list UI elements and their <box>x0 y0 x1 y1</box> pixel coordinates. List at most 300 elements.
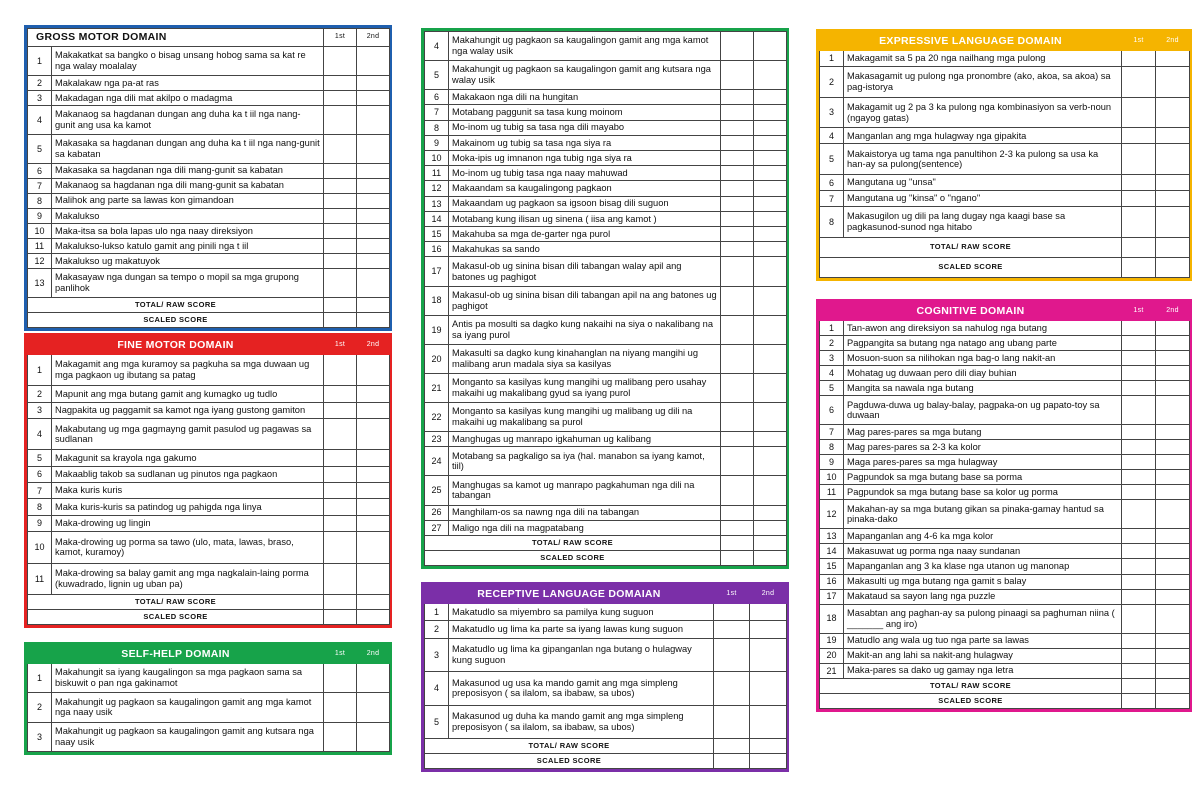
item-description: Mangutana ug "unsa" <box>844 175 1122 191</box>
item-description: Mapunit ang mga butang gamit ang kumagko ug tudlo <box>52 386 324 402</box>
item-number: 21 <box>425 373 449 402</box>
score-cell-trial-1[interactable] <box>324 193 357 208</box>
item-number: 6 <box>820 396 844 425</box>
score-cell-trial-2[interactable] <box>754 315 787 344</box>
score-cell-trial-1[interactable] <box>721 286 754 315</box>
item-row <box>425 105 787 120</box>
score-cell-trial-1[interactable] <box>721 536 754 551</box>
score-cell-trial-1[interactable] <box>1122 128 1156 144</box>
item-number: 19 <box>425 315 449 344</box>
score-cell-trial-1[interactable] <box>324 178 357 193</box>
total-raw-score-row <box>820 679 1190 694</box>
score-cell-trial-1[interactable] <box>1122 351 1156 366</box>
score-cell-trial-2[interactable] <box>1156 238 1190 258</box>
score-cell-trial-1[interactable] <box>714 739 750 754</box>
score-cell-trial-1[interactable] <box>1122 544 1156 559</box>
score-cell-trial-1[interactable] <box>721 135 754 150</box>
total-raw-score-label: TOTAL/ RAW SCORE <box>28 298 324 313</box>
item-number: 1 <box>820 321 844 336</box>
score-cell-trial-2[interactable] <box>357 402 390 418</box>
score-cell-trial-1[interactable] <box>324 355 357 386</box>
score-cell-trial-2[interactable] <box>1156 396 1190 425</box>
score-cell-trial-1[interactable] <box>1122 51 1156 67</box>
score-cell-trial-2[interactable] <box>754 135 787 150</box>
score-cell-trial-2[interactable] <box>1156 500 1190 529</box>
score-cell-trial-1[interactable] <box>1122 366 1156 381</box>
score-cell-trial-2[interactable] <box>357 355 390 386</box>
score-cell-trial-2[interactable] <box>750 672 787 705</box>
score-cell-trial-1[interactable] <box>1122 440 1156 455</box>
item-description: Makanaog sa hagdanan dungan ang duha ka t iil nga nang-gunit ang usa ka kamot <box>52 105 324 134</box>
score-cell-trial-1[interactable] <box>721 403 754 432</box>
item-number: 7 <box>425 105 449 120</box>
item-description: Motabang paggunit sa tasa kung moinom <box>449 105 721 120</box>
item-row <box>820 144 1190 175</box>
total-raw-score-row <box>28 595 390 610</box>
score-cell-trial-1[interactable] <box>324 298 357 313</box>
score-cell-trial-1[interactable] <box>1122 648 1156 663</box>
score-cell-trial-1[interactable] <box>1122 425 1156 440</box>
score-cell-trial-2[interactable] <box>754 551 787 566</box>
score-cell-trial-1[interactable] <box>721 476 754 505</box>
score-cell-trial-1[interactable] <box>721 227 754 242</box>
score-cell-trial-2[interactable] <box>357 75 390 90</box>
score-cell-trial-1[interactable] <box>721 90 754 105</box>
score-cell-trial-2[interactable] <box>754 432 787 447</box>
score-cell-trial-2[interactable] <box>754 227 787 242</box>
score-cell-trial-1[interactable] <box>714 754 750 769</box>
item-number: 6 <box>28 163 52 178</box>
score-cell-trial-2[interactable] <box>754 242 787 257</box>
item-row <box>425 211 787 226</box>
score-cell-trial-1[interactable] <box>324 419 357 450</box>
item-row <box>425 432 787 447</box>
item-number: 11 <box>820 485 844 500</box>
item-description: Antis pa mosulti sa dagko kung nakaihi na siya o nakalibang na sa iyang purol <box>449 315 721 344</box>
score-cell-trial-2[interactable] <box>1156 97 1190 128</box>
score-cell-trial-1[interactable] <box>324 402 357 418</box>
score-cell-trial-2[interactable] <box>754 447 787 476</box>
score-cell-trial-2[interactable] <box>357 313 390 328</box>
score-cell-trial-1[interactable] <box>1122 258 1156 278</box>
score-cell-trial-2[interactable] <box>1156 336 1190 351</box>
item-row <box>820 381 1190 396</box>
domain-header-row <box>28 337 390 355</box>
item-row <box>28 664 390 693</box>
item-description: Nagpakita ug paggamit sa kamot nga iyang gustong gamiton <box>52 402 324 418</box>
score-cell-trial-2[interactable] <box>750 638 787 671</box>
score-cell-trial-2[interactable] <box>357 238 390 253</box>
gross-motor-domain-table <box>24 25 392 331</box>
score-cell-trial-1[interactable] <box>324 47 357 76</box>
item-row <box>28 47 390 76</box>
score-cell-trial-1[interactable] <box>1122 633 1156 648</box>
score-cell-trial-1[interactable] <box>324 450 357 466</box>
score-cell-trial-2[interactable] <box>1156 529 1190 544</box>
score-cell-trial-1[interactable] <box>1122 529 1156 544</box>
score-cell-trial-1[interactable] <box>324 515 357 531</box>
score-cell-trial-1[interactable] <box>1122 336 1156 351</box>
score-cell-trial-2[interactable] <box>750 739 787 754</box>
score-cell-trial-1[interactable] <box>721 505 754 520</box>
domain-grid <box>27 28 390 328</box>
score-cell-trial-1[interactable] <box>1122 381 1156 396</box>
score-cell-trial-1[interactable] <box>324 208 357 223</box>
score-cell-trial-2[interactable] <box>754 476 787 505</box>
score-cell-trial-1[interactable] <box>324 595 357 610</box>
score-cell-trial-1[interactable] <box>714 604 750 621</box>
score-cell-trial-1[interactable] <box>324 610 357 625</box>
item-number: 13 <box>28 269 52 298</box>
score-cell-trial-2[interactable] <box>1156 351 1190 366</box>
score-cell-trial-1[interactable] <box>324 664 357 693</box>
score-cell-trial-2[interactable] <box>357 298 390 313</box>
trial-2-header: 2nd <box>357 646 390 664</box>
score-cell-trial-2[interactable] <box>754 211 787 226</box>
item-row <box>28 90 390 105</box>
item-row <box>820 351 1190 366</box>
score-cell-trial-1[interactable] <box>324 134 357 163</box>
score-cell-trial-2[interactable] <box>1156 321 1190 336</box>
score-cell-trial-1[interactable] <box>1122 485 1156 500</box>
item-row <box>425 196 787 211</box>
item-row <box>28 254 390 269</box>
score-cell-trial-1[interactable] <box>1122 207 1156 238</box>
score-cell-trial-2[interactable] <box>754 536 787 551</box>
item-number: 4 <box>820 128 844 144</box>
item-description: Maga pares-pares sa mga hulagway <box>844 455 1122 470</box>
item-description: Makatudlo ug lima ka gipanganlan nga butang o hulagway kung suguon <box>449 638 714 671</box>
item-description: Makasul-ob ug sinina bisan dili tabangan apil na ang batones ug paghigot <box>449 286 721 315</box>
score-cell-trial-1[interactable] <box>324 693 357 722</box>
scaled-score-row <box>425 754 787 769</box>
score-cell-trial-2[interactable] <box>1156 128 1190 144</box>
item-description: Maka kuris kuris <box>52 483 324 499</box>
score-cell-trial-2[interactable] <box>357 722 390 751</box>
score-cell-trial-1[interactable] <box>721 120 754 135</box>
score-cell-trial-2[interactable] <box>357 223 390 238</box>
score-cell-trial-2[interactable] <box>357 595 390 610</box>
item-description: Makahan-ay sa mga butang gikan sa pinaka-gamay hantud sa pinaka-dako <box>844 500 1122 529</box>
item-description: Makaistorya ug tama nga panultihon 2-3 ka pulong sa usa ka han-ay sa pulong(sentence) <box>844 144 1122 175</box>
score-cell-trial-2[interactable] <box>754 166 787 181</box>
score-cell-trial-2[interactable] <box>357 105 390 134</box>
score-cell-trial-2[interactable] <box>1156 67 1190 98</box>
score-cell-trial-1[interactable] <box>1122 694 1156 709</box>
scaled-score-label: SCALED SCORE <box>425 551 721 566</box>
score-cell-trial-1[interactable] <box>324 254 357 269</box>
score-cell-trial-2[interactable] <box>1156 648 1190 663</box>
score-cell-trial-2[interactable] <box>1156 207 1190 238</box>
score-cell-trial-2[interactable] <box>1156 440 1190 455</box>
score-cell-trial-2[interactable] <box>1156 51 1190 67</box>
item-description: Makasuwat ug porma nga naay sundanan <box>844 544 1122 559</box>
score-cell-trial-2[interactable] <box>357 466 390 482</box>
score-cell-trial-1[interactable] <box>1122 67 1156 98</box>
item-number: 2 <box>28 75 52 90</box>
score-cell-trial-2[interactable] <box>754 105 787 120</box>
score-cell-trial-2[interactable] <box>1156 455 1190 470</box>
item-number: 3 <box>425 638 449 671</box>
item-description: Mapanganlan ang 3 ka klase nga utanon ug manonap <box>844 559 1122 574</box>
score-cell-trial-1[interactable] <box>714 705 750 738</box>
item-number: 16 <box>820 574 844 589</box>
score-cell-trial-2[interactable] <box>1156 144 1190 175</box>
score-cell-trial-2[interactable] <box>754 286 787 315</box>
score-cell-trial-1[interactable] <box>324 532 357 563</box>
score-cell-trial-1[interactable] <box>324 386 357 402</box>
score-cell-trial-1[interactable] <box>324 269 357 298</box>
item-number: 9 <box>820 455 844 470</box>
item-description: Makasunod ug duha ka mando gamit ang mga simpleng preposisyon ( sa ilalom, sa ibabaw, sa ubos) <box>449 705 714 738</box>
score-cell-trial-1[interactable] <box>1122 679 1156 694</box>
score-cell-trial-2[interactable] <box>1156 485 1190 500</box>
score-cell-trial-1[interactable] <box>721 32 754 61</box>
trial-2-header: 2nd <box>1156 33 1190 51</box>
domain-header-row <box>820 33 1190 51</box>
score-cell-trial-2[interactable] <box>754 505 787 520</box>
item-row <box>820 191 1190 207</box>
score-cell-trial-2[interactable] <box>1156 191 1190 207</box>
total-raw-score-label: TOTAL/ RAW SCORE <box>28 595 324 610</box>
score-cell-trial-1[interactable] <box>1122 175 1156 191</box>
score-cell-trial-1[interactable] <box>721 211 754 226</box>
score-cell-trial-1[interactable] <box>721 315 754 344</box>
score-cell-trial-2[interactable] <box>754 520 787 535</box>
score-cell-trial-1[interactable] <box>721 196 754 211</box>
item-number: 3 <box>28 402 52 418</box>
score-cell-trial-2[interactable] <box>357 563 390 594</box>
item-description: Makasugilon ug dili pa lang dugay nga kaagi base sa pagkasunod-sunod nga hitabo <box>844 207 1122 238</box>
trial-2-header: 2nd <box>750 586 787 604</box>
domain-grid <box>819 302 1190 709</box>
item-row <box>820 440 1190 455</box>
score-cell-trial-1[interactable] <box>324 223 357 238</box>
score-cell-trial-2[interactable] <box>357 693 390 722</box>
score-cell-trial-2[interactable] <box>1156 633 1190 648</box>
score-cell-trial-2[interactable] <box>1156 544 1190 559</box>
item-row <box>28 238 390 253</box>
score-cell-trial-2[interactable] <box>357 419 390 450</box>
score-cell-trial-1[interactable] <box>324 313 357 328</box>
item-number: 3 <box>820 351 844 366</box>
item-number: 4 <box>28 419 52 450</box>
score-cell-trial-2[interactable] <box>1156 559 1190 574</box>
score-cell-trial-1[interactable] <box>1122 191 1156 207</box>
score-cell-trial-1[interactable] <box>721 151 754 166</box>
score-cell-trial-2[interactable] <box>357 47 390 76</box>
item-row <box>425 61 787 90</box>
item-number: 27 <box>425 520 449 535</box>
score-cell-trial-1[interactable] <box>1122 604 1156 633</box>
score-cell-trial-2[interactable] <box>1156 604 1190 633</box>
item-number: 1 <box>28 664 52 693</box>
score-cell-trial-1[interactable] <box>324 75 357 90</box>
score-cell-trial-2[interactable] <box>357 450 390 466</box>
score-cell-trial-1[interactable] <box>1122 500 1156 529</box>
item-number: 15 <box>820 559 844 574</box>
item-number: 7 <box>28 483 52 499</box>
score-cell-trial-2[interactable] <box>357 134 390 163</box>
score-cell-trial-2[interactable] <box>357 163 390 178</box>
item-number: 7 <box>820 191 844 207</box>
score-cell-trial-1[interactable] <box>721 61 754 90</box>
score-cell-trial-1[interactable] <box>1122 455 1156 470</box>
domain-title: COGNITIVE DOMAIN <box>820 303 1122 321</box>
score-cell-trial-1[interactable] <box>1122 144 1156 175</box>
item-row <box>820 663 1190 678</box>
score-cell-trial-2[interactable] <box>357 193 390 208</box>
score-cell-trial-1[interactable] <box>1122 589 1156 604</box>
score-cell-trial-1[interactable] <box>324 90 357 105</box>
score-cell-trial-2[interactable] <box>357 90 390 105</box>
item-number: 4 <box>425 32 449 61</box>
score-cell-trial-2[interactable] <box>750 604 787 621</box>
score-cell-trial-2[interactable] <box>1156 694 1190 709</box>
score-cell-trial-1[interactable] <box>324 238 357 253</box>
score-cell-trial-1[interactable] <box>324 466 357 482</box>
domain-header-row <box>28 29 390 47</box>
score-cell-trial-1[interactable] <box>324 563 357 594</box>
item-row <box>28 208 390 223</box>
item-description: Makakaon nga dili na hungitan <box>449 90 721 105</box>
score-cell-trial-1[interactable] <box>721 105 754 120</box>
score-cell-trial-1[interactable] <box>324 499 357 515</box>
score-cell-trial-2[interactable] <box>357 178 390 193</box>
item-row <box>820 321 1190 336</box>
item-number: 23 <box>425 432 449 447</box>
score-cell-trial-2[interactable] <box>1156 589 1190 604</box>
item-description: Moka-ipis ug imnanon nga tubig nga siya ra <box>449 151 721 166</box>
score-cell-trial-1[interactable] <box>324 722 357 751</box>
score-cell-trial-1[interactable] <box>721 432 754 447</box>
item-row <box>425 286 787 315</box>
score-cell-trial-2[interactable] <box>750 621 787 638</box>
item-row <box>28 450 390 466</box>
score-cell-trial-2[interactable] <box>1156 679 1190 694</box>
score-cell-trial-2[interactable] <box>357 208 390 223</box>
score-cell-trial-1[interactable] <box>324 163 357 178</box>
scaled-score-label: SCALED SCORE <box>820 258 1122 278</box>
score-cell-trial-1[interactable] <box>721 520 754 535</box>
item-description: Makalukso <box>52 208 324 223</box>
item-row <box>820 633 1190 648</box>
score-cell-trial-1[interactable] <box>324 483 357 499</box>
score-cell-trial-2[interactable] <box>754 403 787 432</box>
score-cell-trial-1[interactable] <box>1122 238 1156 258</box>
score-cell-trial-2[interactable] <box>357 532 390 563</box>
score-cell-trial-2[interactable] <box>750 754 787 769</box>
item-number: 14 <box>820 544 844 559</box>
item-number: 19 <box>820 633 844 648</box>
score-cell-trial-1[interactable] <box>714 638 750 671</box>
score-cell-trial-1[interactable] <box>721 257 754 286</box>
scaled-score-label: SCALED SCORE <box>28 313 324 328</box>
score-cell-trial-2[interactable] <box>754 257 787 286</box>
item-number: 15 <box>425 227 449 242</box>
total-raw-score-label: TOTAL/ RAW SCORE <box>820 238 1122 258</box>
score-cell-trial-1[interactable] <box>1122 663 1156 678</box>
score-cell-trial-2[interactable] <box>357 269 390 298</box>
score-cell-trial-2[interactable] <box>1156 470 1190 485</box>
item-number: 4 <box>28 105 52 134</box>
score-cell-trial-1[interactable] <box>721 373 754 402</box>
score-cell-trial-2[interactable] <box>754 32 787 61</box>
score-cell-trial-2[interactable] <box>357 664 390 693</box>
item-description: Makagamit sa 5 pa 20 nga nailhang mga pulong <box>844 51 1122 67</box>
score-cell-trial-2[interactable] <box>754 344 787 373</box>
score-cell-trial-1[interactable] <box>714 621 750 638</box>
score-cell-trial-2[interactable] <box>1156 175 1190 191</box>
score-cell-trial-2[interactable] <box>750 705 787 738</box>
item-row <box>28 402 390 418</box>
item-row <box>820 574 1190 589</box>
score-cell-trial-1[interactable] <box>721 551 754 566</box>
total-raw-score-row <box>28 298 390 313</box>
item-description: Makalukso-lukso katulo gamit ang pinili nga t iil <box>52 238 324 253</box>
item-description: Pagpundok sa mga butang base sa porma <box>844 470 1122 485</box>
score-cell-trial-2[interactable] <box>1156 574 1190 589</box>
score-cell-trial-1[interactable] <box>324 105 357 134</box>
score-cell-trial-2[interactable] <box>357 254 390 269</box>
item-row <box>820 97 1190 128</box>
score-cell-trial-1[interactable] <box>721 166 754 181</box>
item-number: 20 <box>425 344 449 373</box>
score-cell-trial-1[interactable] <box>1122 321 1156 336</box>
score-cell-trial-2[interactable] <box>1156 366 1190 381</box>
score-cell-trial-2[interactable] <box>357 499 390 515</box>
score-cell-trial-2[interactable] <box>357 610 390 625</box>
total-raw-score-label: TOTAL/ RAW SCORE <box>425 739 714 754</box>
item-row <box>425 638 787 671</box>
item-number: 13 <box>820 529 844 544</box>
item-number: 22 <box>425 403 449 432</box>
score-cell-trial-2[interactable] <box>754 196 787 211</box>
scaled-score-row <box>28 313 390 328</box>
item-row <box>425 120 787 135</box>
score-cell-trial-2[interactable] <box>357 515 390 531</box>
score-cell-trial-1[interactable] <box>714 672 750 705</box>
score-cell-trial-1[interactable] <box>721 344 754 373</box>
score-cell-trial-1[interactable] <box>721 181 754 196</box>
score-cell-trial-1[interactable] <box>1122 470 1156 485</box>
score-cell-trial-2[interactable] <box>754 120 787 135</box>
score-cell-trial-2[interactable] <box>754 181 787 196</box>
score-cell-trial-1[interactable] <box>1122 574 1156 589</box>
domain-grid <box>27 336 390 625</box>
score-cell-trial-2[interactable] <box>357 483 390 499</box>
score-cell-trial-2[interactable] <box>1156 425 1190 440</box>
score-cell-trial-1[interactable] <box>1122 97 1156 128</box>
score-cell-trial-2[interactable] <box>1156 258 1190 278</box>
score-cell-trial-2[interactable] <box>357 386 390 402</box>
item-row <box>820 207 1190 238</box>
score-cell-trial-2[interactable] <box>754 373 787 402</box>
score-cell-trial-2[interactable] <box>754 151 787 166</box>
score-cell-trial-2[interactable] <box>1156 381 1190 396</box>
score-cell-trial-1[interactable] <box>721 242 754 257</box>
score-cell-trial-1[interactable] <box>1122 559 1156 574</box>
score-cell-trial-2[interactable] <box>1156 663 1190 678</box>
score-cell-trial-2[interactable] <box>754 61 787 90</box>
item-row <box>28 722 390 751</box>
score-cell-trial-2[interactable] <box>754 90 787 105</box>
item-number: 5 <box>820 381 844 396</box>
score-cell-trial-1[interactable] <box>1122 396 1156 425</box>
item-description: Manghugas ug manrapo igkahuman ug kalibang <box>449 432 721 447</box>
score-cell-trial-1[interactable] <box>721 447 754 476</box>
item-row <box>820 366 1190 381</box>
